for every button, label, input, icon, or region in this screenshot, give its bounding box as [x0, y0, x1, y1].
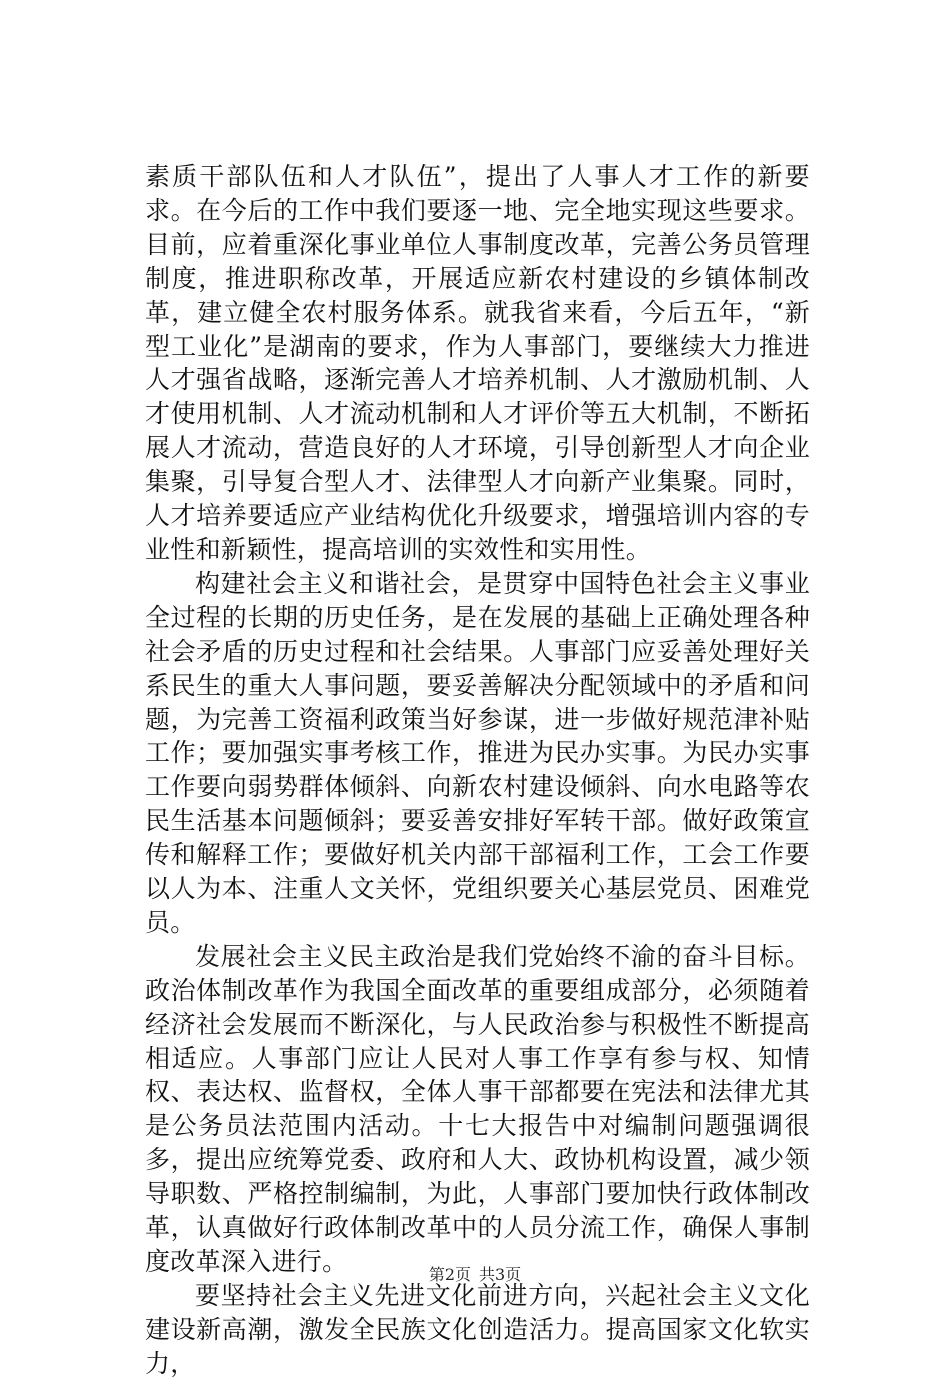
- paragraph-4: 要坚持社会主义先进文化前进方向，兴起社会主义文化建设新高潮，激发全民族文化创造活力。提高国家文化软实力，: [145, 1280, 810, 1378]
- page-number: 第2页: [428, 1265, 471, 1284]
- body-text: [145, 160, 810, 1381]
- page-footer: [0, 1262, 950, 1285]
- paragraph-3: 发展社会主义民主政治是我们党始终不渝的奋斗目标。政治体制改革作为我国全面改革的重要组成部分，必须随着经济社会发展而不断深化，与人民政治参与积极性不断提高相适应。人事部门应让人民对人事工作享有参与权、知情权、表达权、监督权，全体人事干部都要在宪法和法律尤其是公务员法范围内活动。十七大报告中对编制问题强调很多，提出应统筹党委、政府和人大、政协机构设置，减少领导职数、严格控制编制，为此，人事部门要加快行政体制改革，认真做好行政体制改革中的人员分流工作，确保人事制度改革深入进行。: [145, 941, 810, 1276]
- paragraph-1: 素质干部队伍和人才队伍”，提出了人事人才工作的新要求。在今后的工作中我们要逐一地、完全地实现这些要求。目前，应着重深化事业单位人事制度改革，完善公务员管理制度，推进职称改革，开展适应新农村建设的乡镇体制改革，建立健全农村服务体系。就我省来看，今后五年，“新型工业化”是湖南的要求，作为人事部门，要继续大力推进人才强省战略，逐渐完善人才培养机制、人才激励机制、人才使用机制、人才流动机制和人才评价等五大机制，不断拓展人才流动，营造良好的人才环境，引导创新型人才向企业集聚，引导复合型人才、法律型人才向新产业集聚。同时，人才培养要适应产业结构优化升级要求，增强培训内容的专业性和新颖性，提高培训的实效性和实用性。: [145, 162, 810, 564]
- paragraph-2: 构建社会主义和谐社会，是贯穿中国特色社会主义事业全过程的长期的历史任务，是在发展的基础上正确处理各种社会矛盾的历史过程和社会结果。人事部门应妥善处理好关系民生的重大人事问题，要妥善解决分配领域中的矛盾和问题，为完善工资福利政策当好参谋，进一步做好规范津补贴工作；要加强实事考核工作，推进为民办实事。为民办实事工作要向弱势群体倾斜、向新农村建设倾斜、向水电路等农民生活基本问题倾斜；要妥善安排好军转干部。做好政策宣传和解释工作；要做好机关内部干部福利工作，工会工作要以人为本、注重人文关怀，党组织要关心基层党员、困难党员。: [145, 568, 810, 937]
- page-total: 共3页: [479, 1265, 522, 1284]
